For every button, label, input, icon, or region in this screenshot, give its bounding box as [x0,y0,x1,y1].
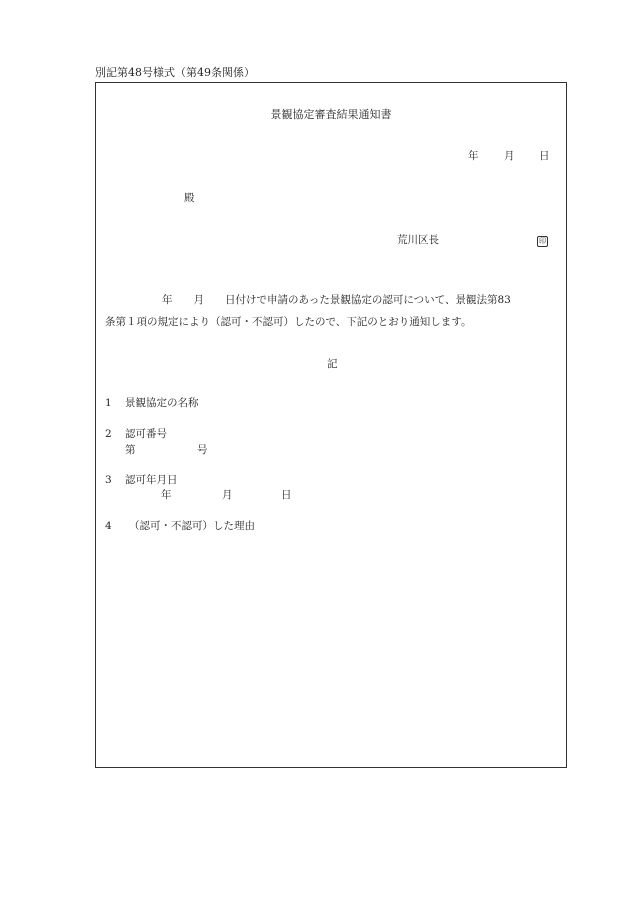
ki-heading: 記 [327,358,338,370]
item-label-agreement-name: 景観協定の名称 [125,397,199,409]
item-number: 1 [105,397,112,409]
body-text-line-1: 年 月 日付けで申請のあった景観協定の認可について、景観法第83 [162,294,511,306]
approval-date-month: 月 [222,489,233,501]
item-number: 2 [105,428,112,440]
date-day-label: 日 [539,150,550,162]
body-text-line-2: 条第１項の規定により（認可・不認可）したので、下記のとおり通知します。 [105,316,472,328]
document-title: 景観協定審査結果通知書 [270,108,392,121]
item-label-approval-number: 認可番号 [125,428,167,440]
date-year-label: 年 [468,150,479,162]
form-number-label: 別記第48号様式（第49条関係） [95,66,255,79]
date-month-label: 月 [504,150,515,162]
seal-icon [537,234,548,247]
approval-number-prefix: 第 [125,444,136,456]
item-number: 4 [105,520,112,532]
approval-date-year: 年 [161,489,172,501]
seal-mark-text: 印 [539,237,546,245]
issuer-name: 荒川区長 [397,234,439,246]
approval-date-day: 日 [281,489,292,501]
form-frame [95,82,567,768]
item-label-approval-date: 認可年月日 [125,474,178,486]
item-label-decision-reason: （認可・不認可）した理由 [129,520,255,532]
addressee-honorific: 殿 [184,192,195,204]
item-number: 3 [105,474,112,486]
approval-number-suffix: 号 [197,444,208,456]
